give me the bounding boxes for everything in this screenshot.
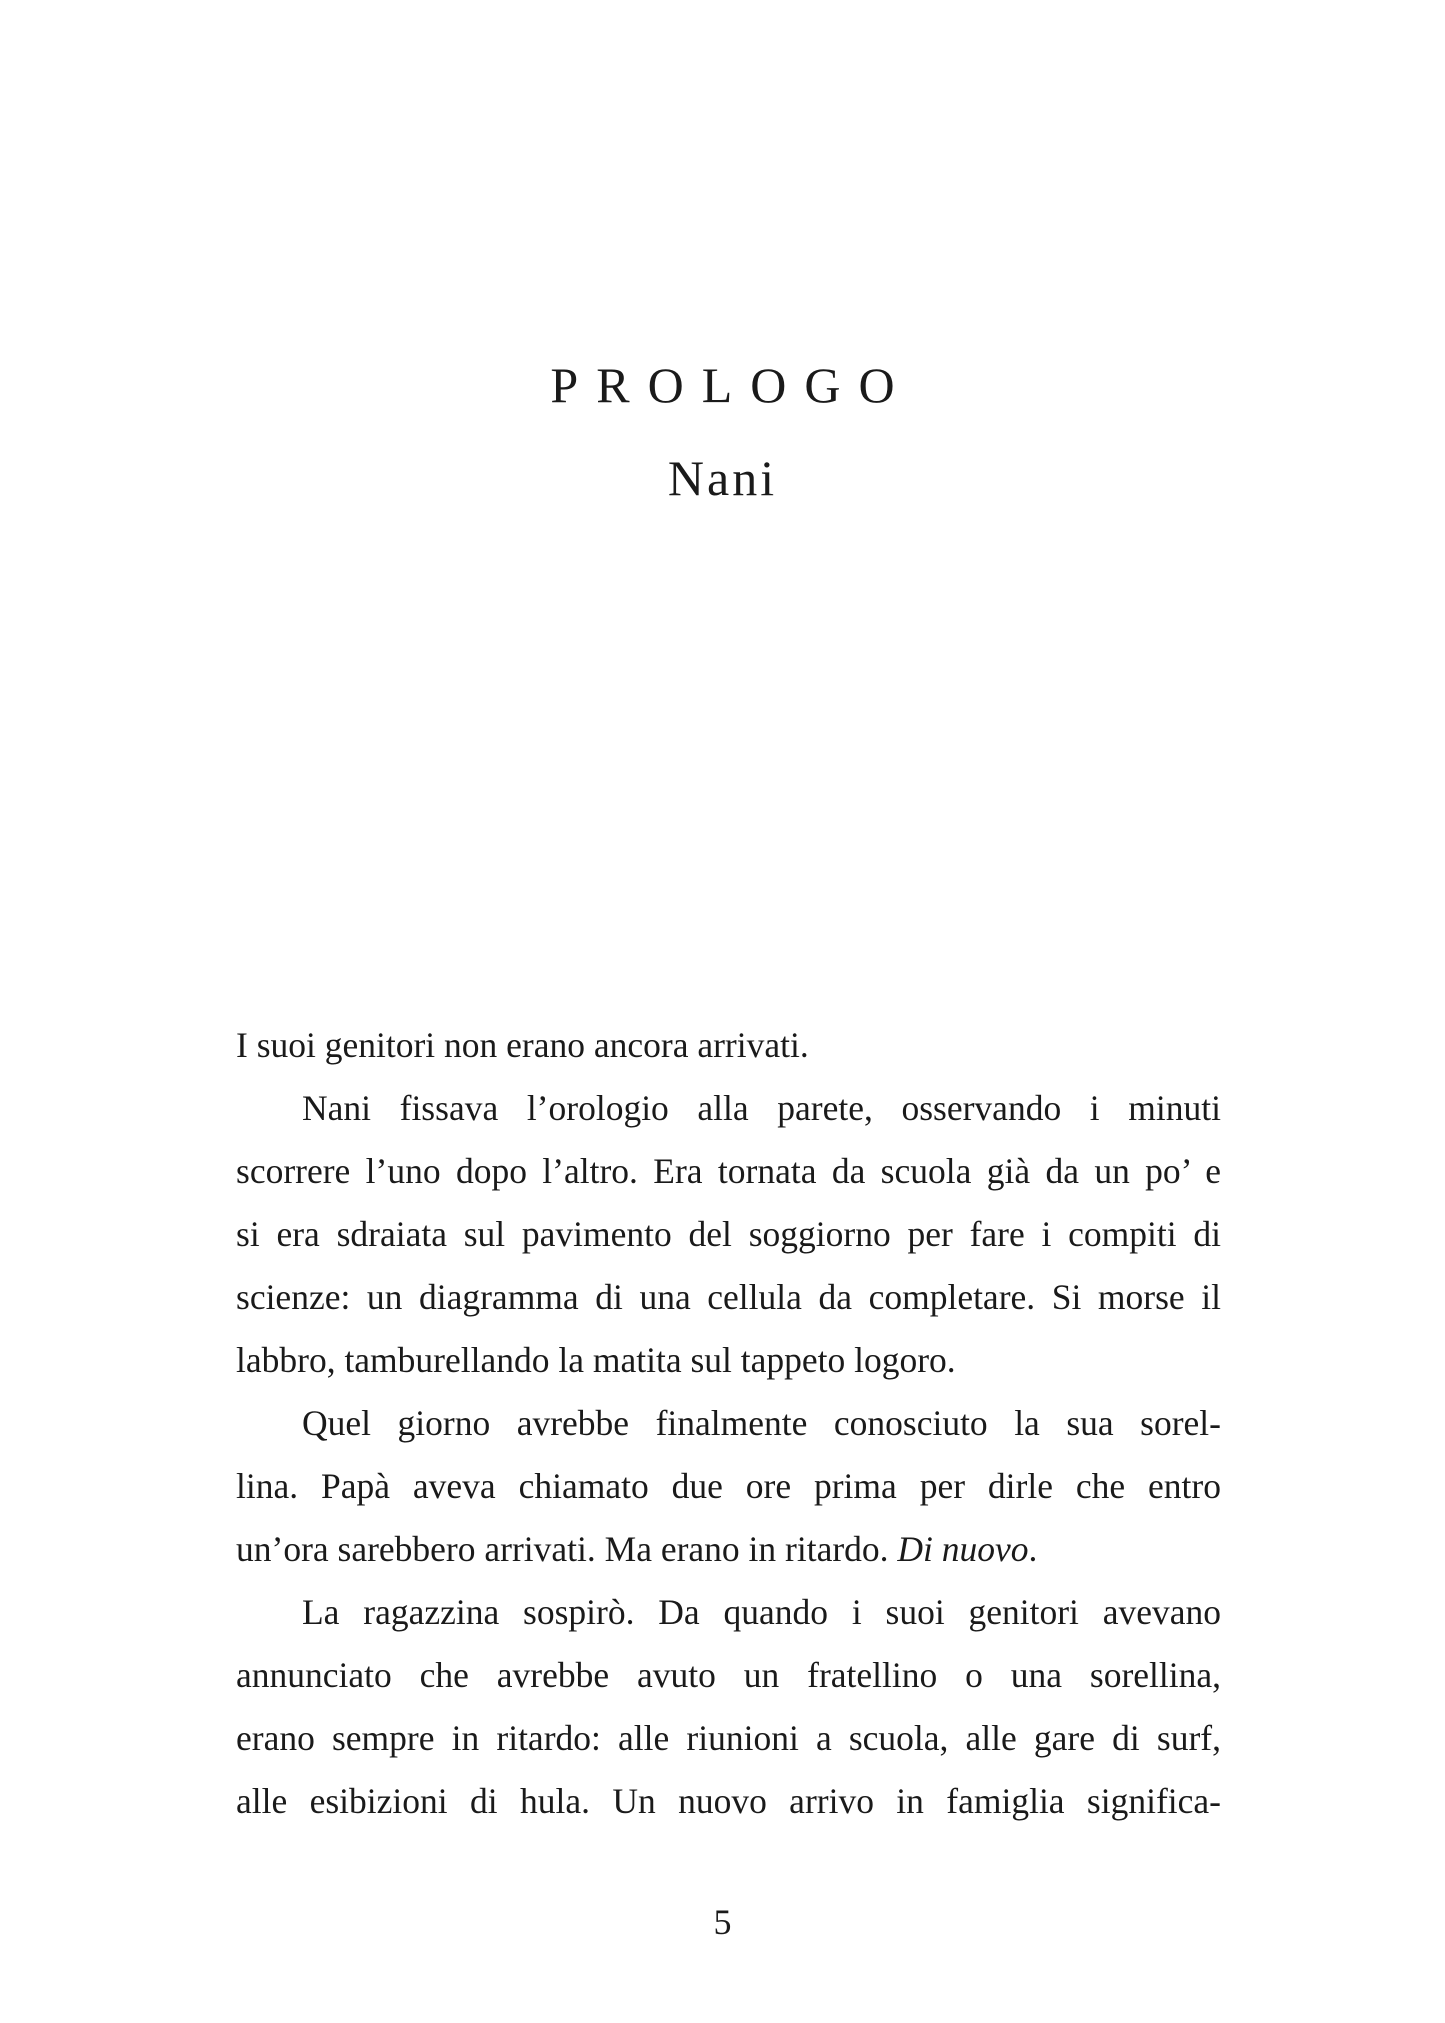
page-number: 5 <box>713 1902 732 1942</box>
body-text <box>236 1014 1221 1833</box>
emphasis-text: Di nuovo <box>897 1529 1029 1569</box>
paragraph-3-line-3-text: un’ora sarebbero arrivati. Ma erano in ritardo. <box>236 1529 898 1569</box>
chapter-title: Nani <box>667 450 778 506</box>
emphasis-trailing: . <box>1028 1529 1038 1569</box>
paragraph-4-line-1: La ragazzina sospirò. Da quando i suoi genitori avevano <box>302 1592 1221 1632</box>
paragraph-2-line-2: scorrere l’uno dopo l’altro. Era tornata da scuola già da un po’ e <box>236 1151 1221 1191</box>
paragraph-4-line-3: erano sempre in ritardo: alle riunioni a scuola, alle gare di surf, <box>236 1718 1221 1758</box>
paragraph-2-line-3: si era sdraiata sul pavimento del soggiorno per fare i compiti di <box>236 1214 1221 1254</box>
paragraph-2-line-1: Nani fissava l’orologio alla parete, osservando i minuti <box>302 1088 1221 1128</box>
chapter-label: PROLOGO <box>550 357 913 413</box>
paragraph-3-line-2: lina. Papà aveva chiamato due ore prima per dirle che entro <box>236 1466 1221 1506</box>
paragraph-3-line-1: Quel giorno avrebbe finalmente conosciuto la sua sorel- <box>302 1403 1221 1443</box>
paragraph-3-line-3 <box>236 1518 1221 1581</box>
paragraph-2-line-5: labbro, tamburellando la matita sul tappeto logoro. <box>236 1340 956 1380</box>
paragraph-1-line-1: I suoi genitori non erano ancora arrivati. <box>236 1025 809 1065</box>
paragraph-4-line-2: annunciato che avrebbe avuto un fratellino o una sorellina, <box>236 1655 1221 1695</box>
paragraph-2-line-4: scienze: un diagramma di una cellula da completare. Si morse il <box>236 1277 1221 1317</box>
paragraph-4-line-4: alle esibizioni di hula. Un nuovo arrivo in famiglia significa- <box>236 1781 1221 1821</box>
